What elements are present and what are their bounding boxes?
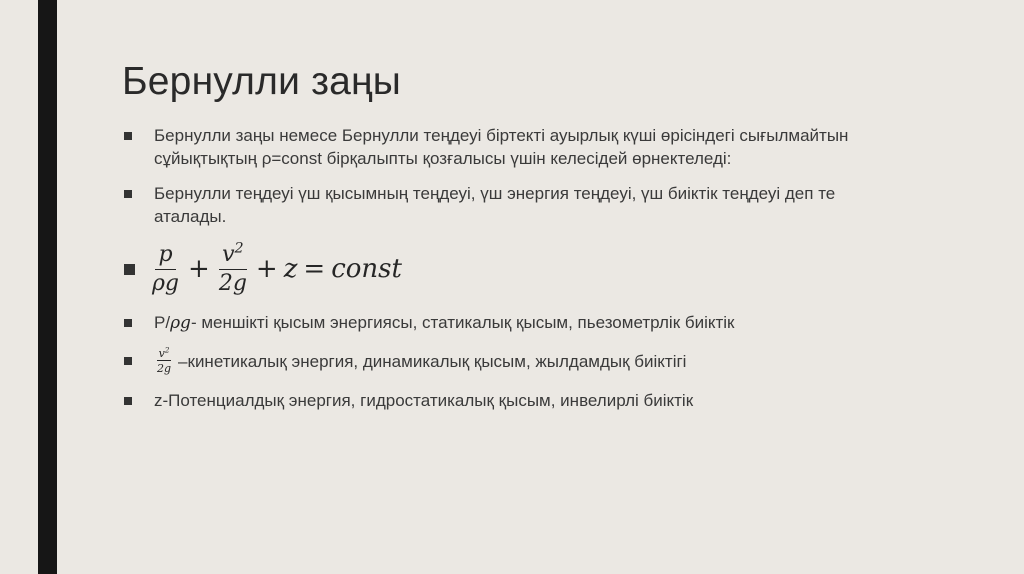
bullet-list: [124, 124, 904, 412]
square-bullet-icon: [124, 190, 132, 198]
square-bullet-icon: [124, 264, 135, 275]
height-term: z: [283, 254, 298, 284]
bullet-pressure-energy: [124, 311, 904, 335]
pressure-prefix: P/: [154, 313, 171, 332]
velocity-symbol: v: [222, 242, 235, 267]
square-bullet-icon: [124, 357, 132, 365]
pressure-numerator: p: [155, 242, 175, 270]
velocity-exponent: 2: [234, 240, 244, 257]
pressure-denominator: ρg: [152, 271, 180, 296]
square-bullet-icon: [124, 397, 132, 405]
pressure-description: - меншікті қысым энергиясы, статикалық қысым, пьезометрлік биіктік: [190, 313, 735, 332]
velocity-exponent: 2: [164, 345, 170, 355]
kinetic-fraction: [154, 347, 174, 375]
kinetic-numerator: [219, 242, 247, 270]
bullet-alternate-names-text: Бернулли теңдеуі үш қысымның теңдеуі, үш энергия теңдеуі, үш биіктік теңдеуі деп те аталады.: [154, 184, 836, 226]
kinetic-fraction-numerator: [157, 347, 172, 361]
kinetic-fraction-denominator: 2g: [157, 362, 172, 375]
bullet-potential-energy: [124, 389, 904, 412]
bullet-alternate-names: [124, 182, 904, 228]
const-term: const: [331, 254, 402, 284]
bullet-definition: [124, 124, 904, 170]
square-bullet-icon: [124, 132, 132, 140]
plus-sign: +: [188, 254, 210, 284]
plus-sign: +: [255, 254, 278, 284]
kinetic-term: [216, 242, 250, 297]
bernoulli-equation: [149, 242, 402, 297]
equals-sign: =: [303, 254, 326, 284]
rho-g-symbol: ρg: [170, 313, 191, 333]
bullet-potential-energy-text: z-Потенциалдық энергия, гидростатикалық қысым, инвелирлі биіктік: [154, 391, 694, 410]
slide-title: Бернулли заңы: [122, 60, 402, 103]
bullet-kinetic-energy: [124, 347, 904, 375]
bullet-formula: [124, 242, 904, 297]
pressure-term: [149, 242, 182, 297]
side-accent-bar: [38, 0, 57, 574]
bullet-pressure-energy-text: [154, 311, 735, 335]
velocity-symbol: v: [158, 347, 165, 360]
bullet-definition-text: Бернулли заңы немесе Бернулли теңдеуі біртекті ауырлық күші өрісіндегі сығылмайтын сұйықтықтың ρ=const бірқалыпты қозғалысы үшін келесідей өрнектеледі:: [154, 126, 849, 168]
kinetic-description: –кинетикалық энергия, динамикалық қысым, жылдамдық биіктігі: [178, 351, 687, 371]
kinetic-denominator: 2g: [218, 271, 247, 296]
square-bullet-icon: [124, 319, 132, 327]
